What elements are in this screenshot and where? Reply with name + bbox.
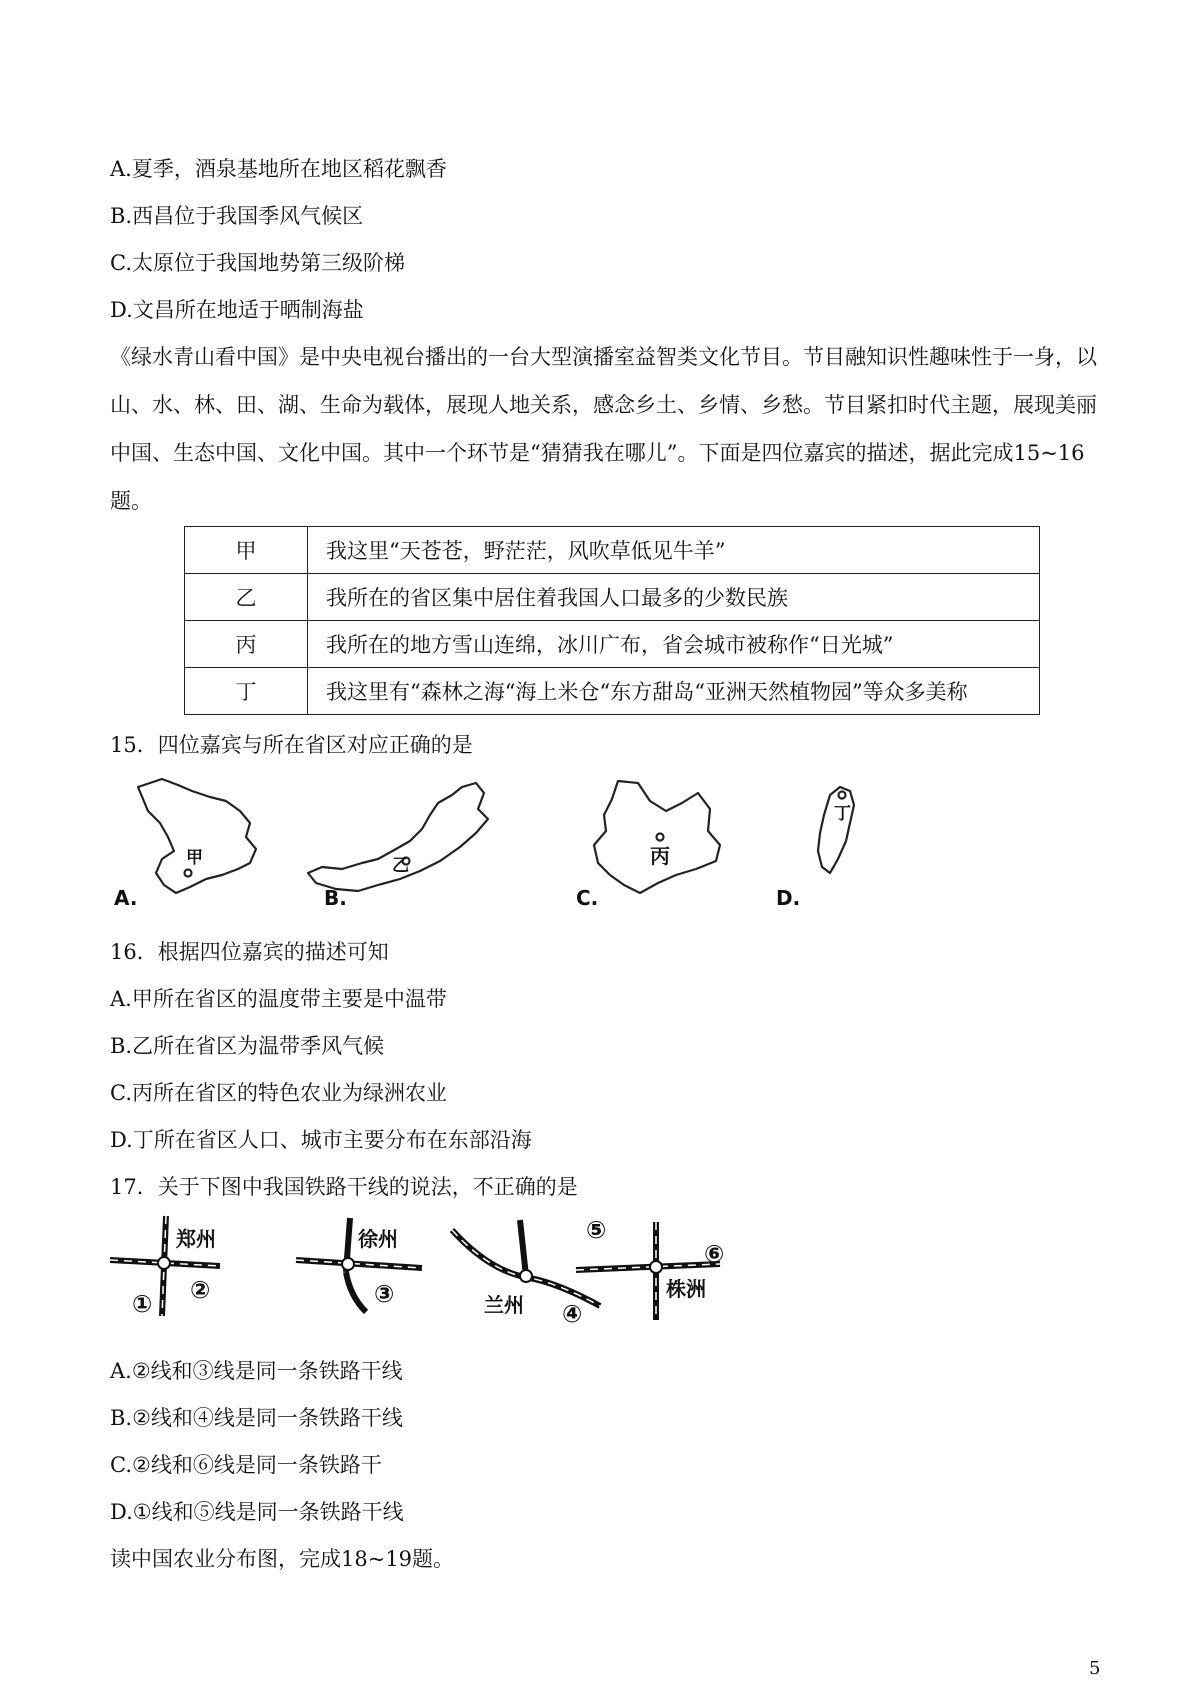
q16-question: 16．根据四位嘉宾的描述可知 bbox=[110, 940, 389, 964]
junction-line-label: ⑤ bbox=[586, 1216, 607, 1244]
junction-city-label: 徐州 bbox=[358, 1227, 398, 1251]
junction-line-label: ① bbox=[132, 1290, 153, 1318]
q14-option-d: D.文昌所在地适于晒制海盐 bbox=[110, 298, 364, 322]
q16-option-d: D.丁所在省区人口、城市主要分布在东部沿海 bbox=[110, 1128, 532, 1152]
guest-desc: 我所在的省区集中居住着我国人口最多的少数民族 bbox=[308, 574, 1040, 621]
guest-key: 乙 bbox=[185, 574, 308, 621]
option-letter-c: C. bbox=[576, 886, 599, 910]
q17-railway-junctions bbox=[110, 1212, 770, 1328]
q14-option-c: C.太原位于我国地势第三级阶梯 bbox=[110, 251, 405, 275]
q14-option-b: B.西昌位于我国季风气候区 bbox=[110, 204, 364, 228]
q17-option-b: B.②线和④线是同一条铁路干线 bbox=[110, 1406, 403, 1430]
q16-option-c: C.丙所在省区的特色农业为绿洲农业 bbox=[110, 1081, 447, 1105]
junction-city-label: 郑州 bbox=[176, 1227, 216, 1251]
table-row bbox=[185, 527, 1040, 574]
next-section-intro: 读中国农业分布图，完成18~19题。 bbox=[110, 1547, 455, 1571]
junction-city-label: 株洲 bbox=[666, 1277, 706, 1301]
q17-option-a: A.②线和③线是同一条铁路干线 bbox=[110, 1359, 403, 1383]
marker-circle-a bbox=[185, 870, 192, 877]
junction-node bbox=[158, 1257, 170, 1269]
marker-circle-d bbox=[839, 792, 846, 799]
junction-line-label: ② bbox=[190, 1276, 211, 1304]
table-row bbox=[185, 574, 1040, 621]
q17-option-d: D.①线和⑤线是同一条铁路干线 bbox=[110, 1500, 404, 1524]
table-row bbox=[185, 668, 1040, 715]
q15-question: 15．四位嘉宾与所在省区对应正确的是 bbox=[110, 733, 473, 757]
province-outline-d bbox=[818, 787, 854, 873]
guest-key: 甲 bbox=[185, 527, 308, 574]
q17-option-c: C.②线和⑥线是同一条铁路干 bbox=[110, 1453, 382, 1477]
option-letter-b: B. bbox=[324, 886, 347, 910]
junction-line-label: ③ bbox=[374, 1280, 395, 1308]
guest-key: 丁 bbox=[185, 668, 308, 715]
option-letter-d: D. bbox=[776, 886, 801, 910]
junction-line-label: ④ bbox=[562, 1300, 583, 1328]
guest-desc: 我所在的地方雪山连绵，冰川广布，省会城市被称作“日光城” bbox=[308, 621, 1040, 668]
q14-option-a: A.夏季，酒泉基地所在地区稻花飘香 bbox=[110, 157, 447, 181]
q17-question: 17．关于下图中我国铁路干线的说法，不正确的是 bbox=[110, 1175, 578, 1199]
junction-node bbox=[520, 1270, 532, 1282]
guest-key: 丙 bbox=[185, 621, 308, 668]
marker-label-b: 乙 bbox=[392, 856, 409, 876]
marker-label-c: 丙 bbox=[650, 844, 670, 868]
marker-label-d: 丁 bbox=[834, 804, 851, 824]
guest-desc: 我这里有“森林之海“海上米仓“东方甜岛“亚洲天然植物园”等众多美称 bbox=[308, 668, 1040, 715]
table-row bbox=[185, 621, 1040, 668]
guest-table bbox=[184, 526, 1040, 715]
q16-option-b: B.乙所在省区为温带季风气候 bbox=[110, 1034, 385, 1058]
page-number: 5 bbox=[1089, 1658, 1101, 1679]
province-outline-a bbox=[138, 779, 256, 893]
junction-city-label: 兰州 bbox=[484, 1293, 524, 1317]
option-letter-a: A. bbox=[114, 886, 138, 910]
marker-label-a: 甲 bbox=[186, 848, 203, 868]
guest-desc: 我这里“天苍苍，野茫茫，风吹草低见牛羊” bbox=[308, 527, 1040, 574]
marker-circle-c bbox=[657, 834, 664, 841]
q15-province-maps bbox=[110, 775, 1110, 915]
q16-option-a: A.甲所在省区的温度带主要是中温带 bbox=[110, 987, 447, 1011]
intro-paragraph: 《绿水青山看中国》是中央电视台播出的一台大型演播室益智类文化节目。节目融知识性趣味性于一身，以山、水、林、田、湖、生命为载体，展现人地关系，感念乡土、乡情、乡愁。节目紧扣时代主题，展现美丽中国、生态中国、文化中国。其中一个环节是“猜猜我在哪儿”。下面是四位嘉宾的描述，据此完成15~16题。 bbox=[110, 345, 1097, 513]
junction-line-label: ⑥ bbox=[704, 1240, 725, 1268]
junction-node bbox=[650, 1261, 662, 1273]
junction-node bbox=[342, 1258, 354, 1270]
